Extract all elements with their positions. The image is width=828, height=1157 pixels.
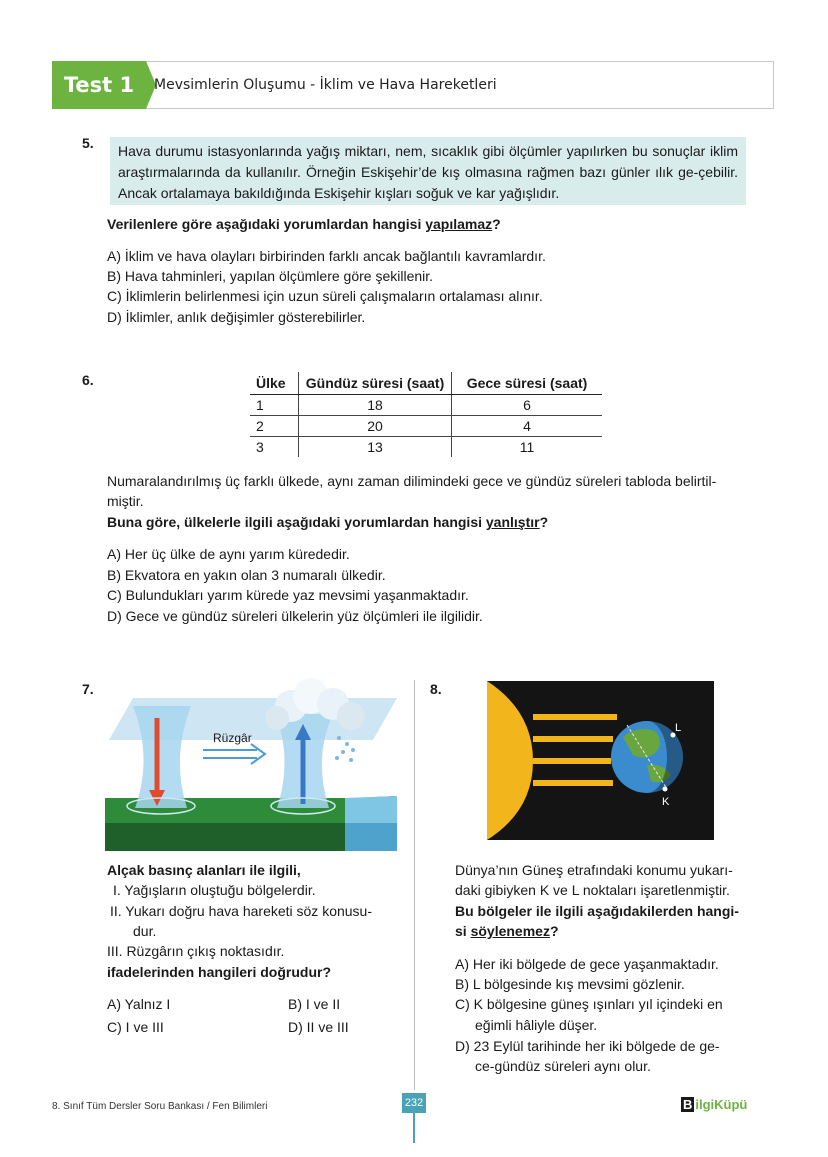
- test-badge: Test 1: [52, 61, 146, 109]
- q5-question: [107, 214, 501, 235]
- q8-number: 8.: [430, 681, 442, 697]
- q7-statement-2-cont: dur.: [133, 923, 157, 939]
- q8-question-mark: ?: [549, 923, 559, 939]
- sun-earth-figure: [487, 681, 714, 840]
- q7-stem: Alçak basınç alanları ile ilgili,: [107, 862, 301, 878]
- q8-option-d[interactable]: D) 23 Eylül tarihinde her iki bölgede de ge-: [455, 1038, 720, 1054]
- q5-question-key: yapılamaz: [425, 216, 493, 232]
- column-divider: [414, 680, 415, 1090]
- q8-stem-line1: Dünya’nın Güneş etrafındaki konumu yukarı-: [455, 862, 733, 878]
- q5-option-b[interactable]: B) Hava tahminleri, yapılan ölçümlere göre şekillenir.: [107, 268, 434, 284]
- q5-option-d[interactable]: D) İklimler, anlık değişimler gösterebilirler.: [107, 309, 366, 325]
- point-k-label: K: [662, 796, 670, 808]
- wind-label: Rüzgâr: [213, 731, 252, 745]
- point-k-marker: [663, 787, 668, 792]
- page-number-line: [413, 1113, 415, 1143]
- wind-arrow-head: [251, 744, 265, 764]
- q6-question-key: yanlıştır: [485, 514, 540, 530]
- day-night-table: [250, 372, 602, 457]
- brand-logo-initial: B: [683, 1097, 693, 1112]
- table-cell: 13: [299, 437, 452, 458]
- table-header: Gece süresi (saat): [452, 372, 603, 395]
- point-l-label: L: [675, 722, 682, 734]
- table-row: [250, 416, 602, 437]
- q8-option-d-cont: ce-gündüz süreleri aynı olur.: [475, 1058, 651, 1074]
- q8-stem-line2: daki gibiyken K ve L noktaları işaretlenmiştir.: [455, 882, 730, 898]
- q8-option-a[interactable]: A) Her iki bölgede de gece yaşanmaktadır.: [455, 956, 719, 972]
- water-side: [345, 823, 397, 851]
- q5-option-c[interactable]: C) İklimlerin belirlenmesi için uzun süreli çalışmaların ortalaması alınır.: [107, 288, 543, 304]
- q6-option-b[interactable]: B) Ekvatora en yakın olan 3 numaralı ülkedir.: [107, 567, 386, 583]
- q6-stem-line2: miştir.: [107, 493, 144, 509]
- brand-logo-text: ilgiKüpü: [695, 1097, 748, 1112]
- q6-question-text: Buna göre, ülkelerle ilgili aşağıdaki yorumlardan hangisi: [107, 514, 486, 530]
- q8-question-text: si: [455, 923, 471, 939]
- water-surface: [345, 796, 397, 823]
- q7-option-a[interactable]: A) Yalnız I: [107, 996, 171, 1012]
- q7-option-d[interactable]: D) II ve III: [288, 1019, 349, 1035]
- q7-option-c[interactable]: C) I ve III: [107, 1019, 164, 1035]
- q6-question-mark: ?: [539, 514, 549, 530]
- q8-option-c[interactable]: C) K bölgesine güneş ışınları yıl içindeki en: [455, 996, 723, 1012]
- q5-question-text: Verilenlere göre aşağıdaki yorumlardan hangisi: [107, 216, 426, 232]
- q5-passage: Hava durumu istasyonlarında yağış miktarı, nem, sıcaklık gibi ölçümler yapılırken bu sonuçlar iklim araştırmalarında da kullanılır. Örneğin Eskişehir’de kış olmasına rağmen bazı günler ılık ge-çebilir. Ancak ortalamaya bakıldığında Eskişehir kışları soğuk ve kar yağışlıdır.: [110, 137, 746, 205]
- q8-question-key: söylenemez: [470, 923, 550, 939]
- table-cell: 18: [299, 395, 452, 416]
- q8-question-line2: [455, 921, 559, 942]
- q7-option-b[interactable]: B) I ve II: [288, 996, 341, 1012]
- q8-question-line1: Bu bölgeler ile ilgili aşağıdakilerden hangi-: [455, 903, 739, 919]
- table-row: [250, 395, 602, 416]
- page-number: 232: [402, 1093, 426, 1113]
- table-header-row: [250, 372, 602, 395]
- footer-book-title: 8. Sınıf Tüm Dersler Soru Bankası / Fen Bilimleri: [52, 1101, 268, 1112]
- table-header: Ülke: [250, 372, 299, 395]
- q6-option-a[interactable]: A) Her üç ülke de aynı yarım kürededir.: [107, 546, 350, 562]
- table-cell: 6: [452, 395, 603, 416]
- table-cell: 1: [250, 395, 299, 416]
- brand-logo: [681, 1097, 747, 1112]
- q7-question: ifadelerinden hangileri doğrudur?: [107, 964, 332, 980]
- q6-option-c[interactable]: C) Bulundukları yarım kürede yaz mevsimi yaşanmaktadır.: [107, 587, 469, 603]
- q5-option-a[interactable]: A) İklim ve hava olayları birbirinden farklı ancak bağlantılı kavramlardır.: [107, 248, 546, 264]
- q6-stem-line1: Numaralandırılmış üç farklı ülkede, aynı zaman dilimindeki gece ve gündüz süreleri tabloda belirtil-: [107, 473, 717, 489]
- table-cell: 4: [452, 416, 603, 437]
- table-cell: 2: [250, 416, 299, 437]
- q5-number: 5.: [82, 135, 94, 151]
- table-row: [250, 437, 602, 458]
- table-cell: 11: [519, 439, 535, 455]
- table-cell: 20: [299, 416, 452, 437]
- q6-question: [107, 512, 548, 533]
- header-title: Mevsimlerin Oluşumu - İklim ve Hava Hareketleri: [154, 77, 497, 93]
- q5-question-mark: ?: [492, 216, 501, 232]
- q6-number: 6.: [82, 372, 94, 388]
- q7-number: 7.: [82, 681, 94, 697]
- q7-statement-3: III. Rüzgârın çıkış noktasıdır.: [107, 943, 285, 959]
- low-pressure-figure: [105, 678, 397, 852]
- q8-option-b[interactable]: B) L bölgesinde kış mevsimi gözlenir.: [455, 976, 685, 992]
- q6-option-d[interactable]: D) Gece ve gündüz süreleri ülkelerin yüz ölçümleri ile ilgilidir.: [107, 608, 483, 624]
- q7-statement-2: II. Yukarı doğru hava hareketi söz konusu-: [110, 903, 373, 919]
- q8-option-c-cont: eğimli hâliyle düşer.: [475, 1017, 598, 1033]
- q7-statement-1: I. Yağışların oluştuğu bölgelerdir.: [113, 882, 316, 898]
- table-cell: 3: [250, 437, 299, 458]
- table-header: Gündüz süresi (saat): [299, 372, 452, 395]
